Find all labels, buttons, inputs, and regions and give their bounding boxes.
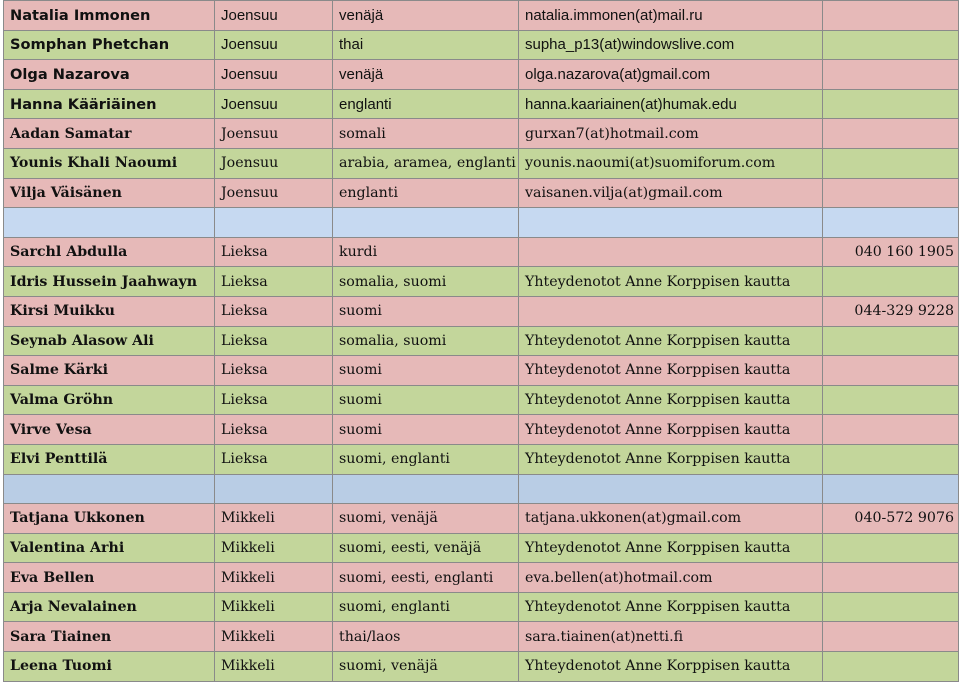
city-cell: Joensuu — [215, 178, 333, 208]
contact-cell: Yhteydenotot Anne Korppisen kautta — [519, 415, 823, 445]
phone-cell: 044-329 9228 — [823, 296, 959, 326]
table-row — [4, 296, 959, 326]
city-cell: Joensuu — [215, 119, 333, 149]
contact-cell: Yhteydenotot Anne Korppisen kautta — [519, 267, 823, 297]
table-row — [4, 592, 959, 622]
languages-cell — [333, 208, 519, 238]
person-name-cell: Seynab Alasow Ali — [4, 326, 215, 356]
contact-cell: Yhteydenotot Anne Korppisen kautta — [519, 385, 823, 415]
city-cell: Lieksa — [215, 296, 333, 326]
person-name-cell: Olga Nazarova — [4, 60, 215, 90]
phone-cell — [823, 148, 959, 178]
phone-cell — [823, 60, 959, 90]
languages-cell: venäjä — [333, 60, 519, 90]
city-cell: Mikkeli — [215, 622, 333, 652]
contact-cell: Yhteydenotot Anne Korppisen kautta — [519, 326, 823, 356]
phone-cell — [823, 563, 959, 593]
person-name-cell: Younis Khali Naoumi — [4, 148, 215, 178]
table-row — [4, 356, 959, 386]
city-cell: Lieksa — [215, 385, 333, 415]
contact-table-container — [3, 0, 958, 682]
city-cell — [215, 474, 333, 504]
phone-cell — [823, 119, 959, 149]
person-name-cell: Sara Tiainen — [4, 622, 215, 652]
phone-cell — [823, 474, 959, 504]
person-name-cell: Valentina Arhi — [4, 533, 215, 563]
contact-cell: Yhteydenotot Anne Korppisen kautta — [519, 444, 823, 474]
person-name-cell: Natalia Immonen — [4, 1, 215, 31]
contact-cell: Yhteydenotot Anne Korppisen kautta — [519, 652, 823, 682]
phone-cell: 040-572 9076 — [823, 504, 959, 534]
city-cell: Joensuu — [215, 89, 333, 119]
languages-cell: thai — [333, 30, 519, 60]
city-cell: Lieksa — [215, 267, 333, 297]
table-row — [4, 1, 959, 31]
person-name-cell: Idris Hussein Jaahwayn — [4, 267, 215, 297]
contact-cell: supha_p13(at)windowslive.com — [519, 30, 823, 60]
city-cell: Mikkeli — [215, 533, 333, 563]
contact-cell — [519, 474, 823, 504]
city-cell: Joensuu — [215, 1, 333, 31]
contact-cell: vaisanen.vilja(at)gmail.com — [519, 178, 823, 208]
phone-cell — [823, 385, 959, 415]
table-row — [4, 326, 959, 356]
city-cell: Joensuu — [215, 60, 333, 90]
contact-cell: eva.bellen(at)hotmail.com — [519, 563, 823, 593]
contact-cell: olga.nazarova(at)gmail.com — [519, 60, 823, 90]
table-row — [4, 30, 959, 60]
table-row — [4, 148, 959, 178]
table-row — [4, 267, 959, 297]
phone-cell — [823, 533, 959, 563]
languages-cell: thai/laos — [333, 622, 519, 652]
person-name-cell: Salme Kärki — [4, 356, 215, 386]
languages-cell: kurdi — [333, 237, 519, 267]
person-name-cell: Hanna Kääriäinen — [4, 89, 215, 119]
phone-cell — [823, 267, 959, 297]
person-name-cell: Tatjana Ukkonen — [4, 504, 215, 534]
contact-cell: gurxan7(at)hotmail.com — [519, 119, 823, 149]
person-name-cell — [4, 208, 215, 238]
person-name-cell: Leena Tuomi — [4, 652, 215, 682]
table-row — [4, 385, 959, 415]
person-name-cell: Sarchl Abdulla — [4, 237, 215, 267]
phone-cell — [823, 415, 959, 445]
city-cell: Lieksa — [215, 444, 333, 474]
person-name-cell: Arja Nevalainen — [4, 592, 215, 622]
city-cell: Joensuu — [215, 30, 333, 60]
city-cell: Lieksa — [215, 356, 333, 386]
languages-cell: suomi, englanti — [333, 444, 519, 474]
languages-cell: suomi, eesti, englanti — [333, 563, 519, 593]
contact-cell — [519, 208, 823, 238]
phone-cell — [823, 622, 959, 652]
phone-cell: 040 160 1905 — [823, 237, 959, 267]
table-row — [4, 178, 959, 208]
table-row — [4, 89, 959, 119]
table-row — [4, 563, 959, 593]
languages-cell: suomi — [333, 415, 519, 445]
table-row — [4, 652, 959, 682]
languages-cell: somali — [333, 119, 519, 149]
phone-cell — [823, 326, 959, 356]
table-row — [4, 622, 959, 652]
city-cell: Mikkeli — [215, 592, 333, 622]
table-row — [4, 444, 959, 474]
table-row — [4, 237, 959, 267]
languages-cell: suomi — [333, 296, 519, 326]
city-cell: Mikkeli — [215, 504, 333, 534]
city-cell: Lieksa — [215, 415, 333, 445]
city-cell: Lieksa — [215, 237, 333, 267]
languages-cell: suomi, venäjä — [333, 652, 519, 682]
person-name-cell: Elvi Penttilä — [4, 444, 215, 474]
city-cell — [215, 208, 333, 238]
phone-cell — [823, 1, 959, 31]
contact-cell: hanna.kaariainen(at)humak.edu — [519, 89, 823, 119]
contact-cell: natalia.immonen(at)mail.ru — [519, 1, 823, 31]
person-name-cell: Vilja Väisänen — [4, 178, 215, 208]
person-name-cell: Kirsi Muikku — [4, 296, 215, 326]
person-name-cell: Somphan Phetchan — [4, 30, 215, 60]
languages-cell: englanti — [333, 178, 519, 208]
city-cell: Mikkeli — [215, 563, 333, 593]
phone-cell — [823, 89, 959, 119]
contact-cell: tatjana.ukkonen(at)gmail.com — [519, 504, 823, 534]
contact-cell — [519, 296, 823, 326]
languages-cell — [333, 474, 519, 504]
phone-cell — [823, 30, 959, 60]
phone-cell — [823, 444, 959, 474]
languages-cell: somalia, suomi — [333, 326, 519, 356]
languages-cell: suomi — [333, 385, 519, 415]
languages-cell: suomi, englanti — [333, 592, 519, 622]
phone-cell — [823, 178, 959, 208]
phone-cell — [823, 208, 959, 238]
contact-cell — [519, 237, 823, 267]
languages-cell: somalia, suomi — [333, 267, 519, 297]
contact-table — [3, 0, 959, 682]
contact-cell: Yhteydenotot Anne Korppisen kautta — [519, 533, 823, 563]
contact-table-body — [4, 1, 959, 682]
languages-cell: suomi, venäjä — [333, 504, 519, 534]
contact-cell: younis.naoumi(at)suomiforum.com — [519, 148, 823, 178]
person-name-cell: Valma Gröhn — [4, 385, 215, 415]
city-cell: Mikkeli — [215, 652, 333, 682]
languages-cell: arabia, aramea, englanti — [333, 148, 519, 178]
person-name-cell: Eva Bellen — [4, 563, 215, 593]
section-separator-row — [4, 208, 959, 238]
person-name-cell: Virve Vesa — [4, 415, 215, 445]
section-separator-row — [4, 474, 959, 504]
phone-cell — [823, 356, 959, 386]
person-name-cell: Aadan Samatar — [4, 119, 215, 149]
contact-cell: sara.tiainen(at)netti.fi — [519, 622, 823, 652]
contact-cell: Yhteydenotot Anne Korppisen kautta — [519, 592, 823, 622]
contact-cell: Yhteydenotot Anne Korppisen kautta — [519, 356, 823, 386]
city-cell: Lieksa — [215, 326, 333, 356]
languages-cell: venäjä — [333, 1, 519, 31]
person-name-cell — [4, 474, 215, 504]
table-row — [4, 60, 959, 90]
table-row — [4, 119, 959, 149]
languages-cell: englanti — [333, 89, 519, 119]
table-row — [4, 504, 959, 534]
table-row — [4, 415, 959, 445]
city-cell: Joensuu — [215, 148, 333, 178]
table-row — [4, 533, 959, 563]
phone-cell — [823, 592, 959, 622]
languages-cell: suomi — [333, 356, 519, 386]
phone-cell — [823, 652, 959, 682]
languages-cell: suomi, eesti, venäjä — [333, 533, 519, 563]
